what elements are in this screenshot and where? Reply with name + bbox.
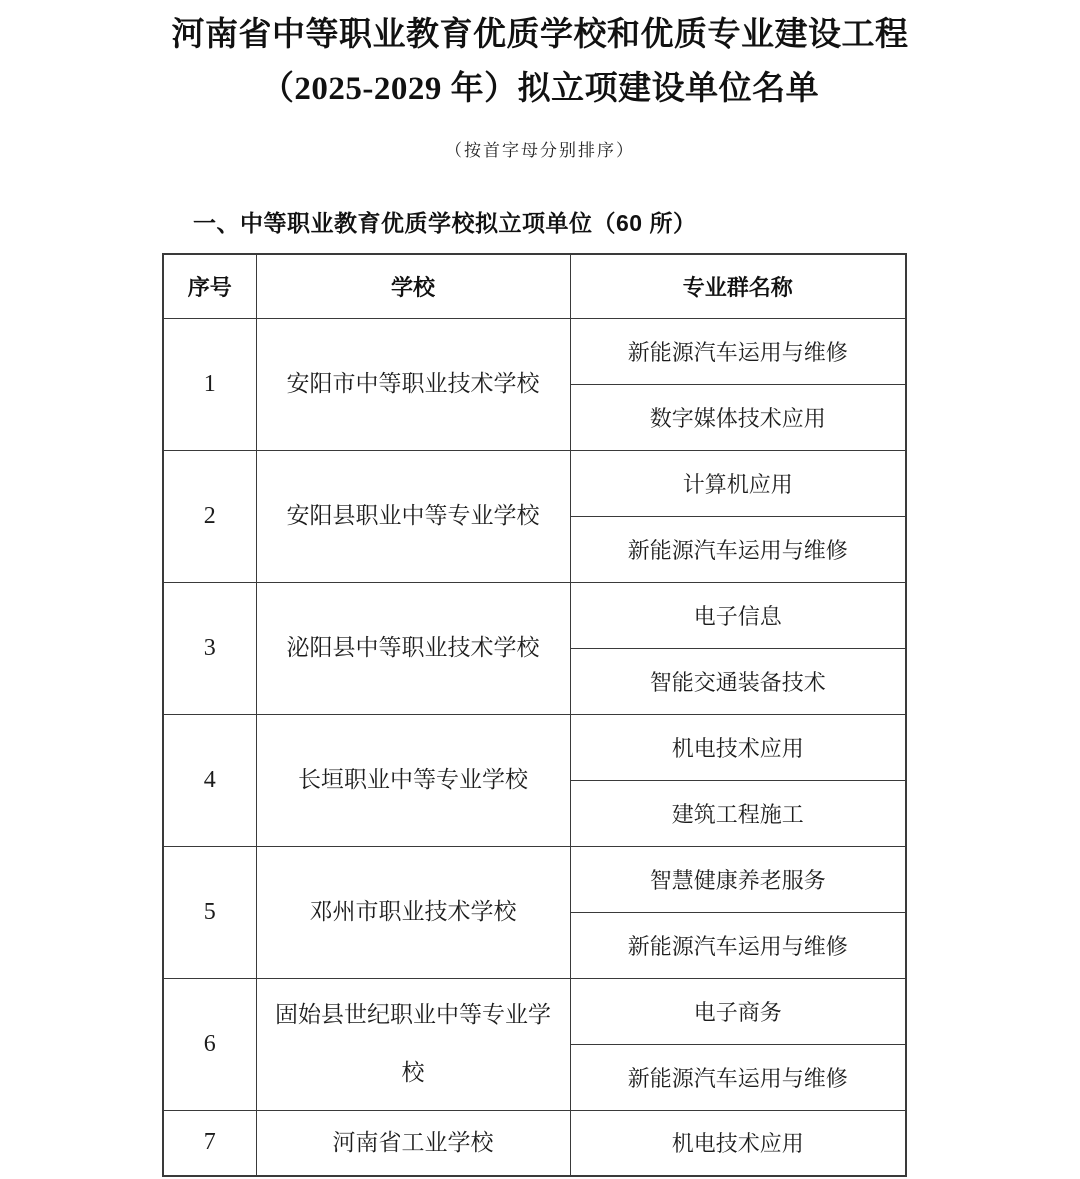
major-group-name: 电子商务 (570, 978, 906, 1044)
table-row (163, 978, 906, 1044)
header-cell-number: 序号 (163, 254, 256, 318)
school-name: 安阳县职业中等专业学校 (256, 450, 570, 582)
row-number: 6 (163, 978, 256, 1110)
row-number: 1 (163, 318, 256, 450)
row-number: 3 (163, 582, 256, 714)
major-group-name: 计算机应用 (570, 450, 906, 516)
major-group-name: 新能源汽车运用与维修 (570, 1044, 906, 1110)
row-number: 4 (163, 714, 256, 846)
header-cell-major-group: 专业群名称 (570, 254, 906, 318)
major-group-name: 电子信息 (570, 582, 906, 648)
school-name: 固始县世纪职业中等专业学校 (256, 978, 570, 1110)
table-row (163, 450, 906, 516)
table-row (163, 1110, 906, 1176)
table-header-row (163, 254, 906, 318)
row-number: 7 (163, 1110, 256, 1176)
table-row (163, 318, 906, 384)
table-row (163, 714, 906, 780)
school-name: 河南省工业学校 (256, 1110, 570, 1176)
major-group-name: 新能源汽车运用与维修 (570, 516, 906, 582)
major-group-name: 智慧健康养老服务 (570, 846, 906, 912)
school-name: 泌阳县中等职业技术学校 (256, 582, 570, 714)
school-name: 邓州市职业技术学校 (256, 846, 570, 978)
school-name: 长垣职业中等专业学校 (256, 714, 570, 846)
row-number: 2 (163, 450, 256, 582)
table-row (163, 582, 906, 648)
table-body (163, 318, 906, 1176)
section-heading: 一、中等职业教育优质学校拟立项单位（60 所） (193, 210, 697, 236)
document-title (0, 0, 1080, 116)
row-number: 5 (163, 846, 256, 978)
document-title-line-2: （2025-2029 年）拟立项建设单位名单 (260, 71, 820, 107)
major-group-name: 建筑工程施工 (570, 780, 906, 846)
sort-order-note: （按首字母分别排序） (445, 141, 635, 160)
major-group-name: 机电技术应用 (570, 1110, 906, 1176)
major-group-name: 数字媒体技术应用 (570, 384, 906, 450)
header-cell-school: 学校 (256, 254, 570, 318)
table-row (163, 846, 906, 912)
major-group-name: 智能交通装备技术 (570, 648, 906, 714)
major-group-name: 新能源汽车运用与维修 (570, 318, 906, 384)
document-title-line-1: 河南省中等职业教育优质学校和优质专业建设工程 (171, 17, 909, 53)
major-group-name: 机电技术应用 (570, 714, 906, 780)
major-group-name: 新能源汽车运用与维修 (570, 912, 906, 978)
school-list-table (162, 253, 907, 1177)
school-name: 安阳市中等职业技术学校 (256, 318, 570, 450)
